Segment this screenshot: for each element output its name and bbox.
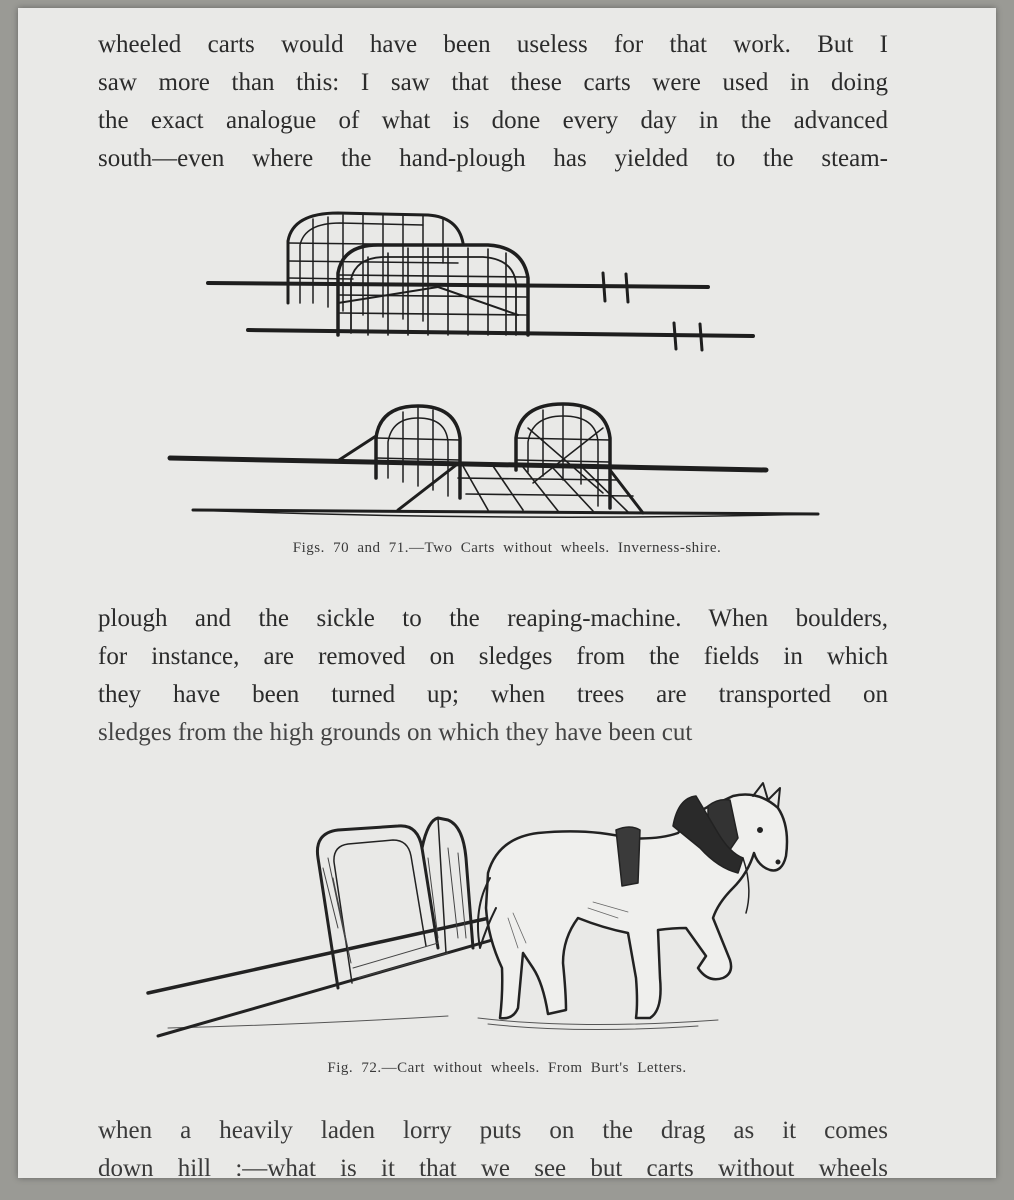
text-line: saw more than this: I saw that these carts were used in doing: [98, 69, 888, 96]
paragraph-top: [98, 26, 888, 178]
text-line: down hill :—what is it that we see but carts without wheels: [98, 1155, 888, 1176]
paragraph-bottom: [98, 1112, 888, 1176]
text-line: the exact analogue of what is done every day in the advanced: [98, 107, 888, 134]
figure-71-cart-illustration: [18, 398, 996, 528]
text-line: for instance, are removed on sledges from the fields in which: [98, 643, 888, 670]
text-line: plough and the sickle to the reaping-machine. When boulders,: [98, 605, 888, 632]
text-line: when a heavily laden lorry puts on the drag as it comes: [98, 1117, 888, 1144]
text-line faded: sledges from the high grounds on which they have been cut: [98, 719, 693, 746]
text-line: south—even where the hand-plough has yielded to the steam-: [98, 145, 888, 172]
paragraph-middle: [98, 600, 888, 752]
figure-caption-70-71: Figs. 70 and 71.—Two Carts without wheels. Inverness-shire.: [292, 540, 722, 556]
figure-caption-72: Fig. 72.—Cart without wheels. From Burt's Letters.: [327, 1060, 687, 1076]
figure-70-cart-illustration: [18, 203, 996, 363]
text-line: they have been turned up; when trees are transported on: [98, 681, 888, 708]
text-line: wheeled carts would have been useless for that work. But I: [98, 31, 888, 58]
figure-72-horse-cart-illustration: [18, 778, 996, 1038]
photographed-book-page: [18, 8, 996, 1178]
